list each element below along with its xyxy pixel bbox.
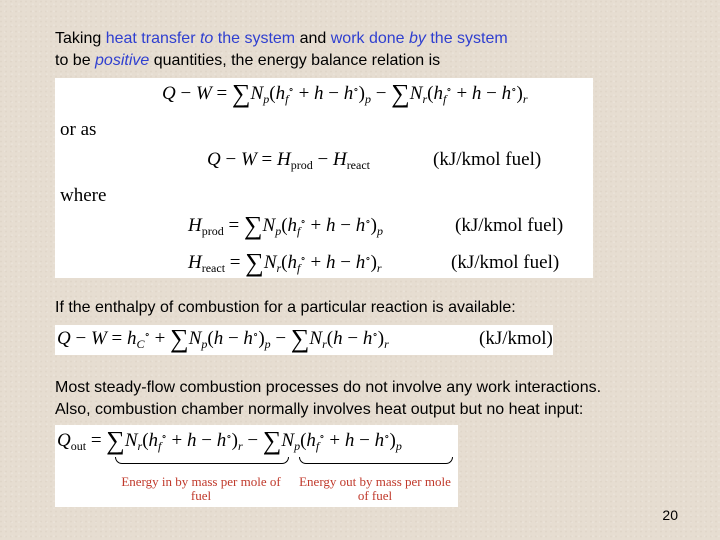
energy-balance-equations (55, 78, 593, 278)
caption-energy-in: Energy in by mass per mole of fuel (121, 474, 281, 503)
where-label: where (60, 185, 107, 206)
intro-line-2: to be positive quantities, the energy balance relation is (55, 52, 441, 69)
equation-h-prod-minus-react: $Q - W = H_{prod} - H_{react}$ (207, 149, 370, 172)
caption-energy-out: Energy out by mass per mole of fuel (299, 474, 451, 503)
unit-kj-kmol-fuel-1: (kJ/kmol fuel) (433, 149, 542, 170)
brace-energy-in (115, 457, 289, 464)
steady-flow-line-1: Most steady-flow combustion processes do not involve any work interactions. (55, 379, 602, 396)
steady-flow-line-2: Also, combustion chamber normally involves heat output but no heat input: (55, 401, 584, 418)
equation-enthalpy-of-combustion: $Q - W = h_C^\circ + \sum N_p(h - h^\circ)_p - \sum N_r(h - h^\circ)_r$ (57, 324, 389, 353)
unit-kj-kmol: (kJ/kmol) (479, 328, 553, 349)
equation-energy-balance: $Q - W = \sum N_p(h_f^\circ + h - h^\circ)_p - \sum N_r(h_f^\circ + h - h^\circ)_r$ (162, 79, 528, 108)
enthalpy-of-combustion-equation-box (55, 325, 553, 355)
equation-q-out: $Q_{out} = \sum N_r(h_f^\circ + h - h^\circ)_r - \sum N_p(h_f^\circ + h - h^\circ)_p$ (57, 426, 402, 455)
brace-energy-out (299, 457, 453, 464)
equation-h-react: $H_{react} = \sum N_r(h_f^\circ + h - h^\circ)_r$ (188, 248, 382, 277)
or-as-label: or as (60, 119, 97, 140)
equation-h-prod: $H_{prod} = \sum N_p(h_f^\circ + h - h^\circ)_p$ (188, 211, 383, 240)
intro-to: to (199, 30, 214, 47)
intro-by: by (409, 30, 426, 47)
intro-positive: positive (95, 52, 150, 69)
intro-line-1: Taking heat transfer to the system and work done by the system (55, 30, 508, 47)
intro-work-done: work done (330, 30, 409, 47)
page-number: 20 (662, 507, 678, 523)
heat-output-equation-box (55, 425, 458, 507)
unit-kj-kmol-fuel-2: (kJ/kmol fuel) (455, 215, 564, 236)
intro-heat-transfer: heat transfer (105, 30, 200, 47)
unit-kj-kmol-fuel-3: (kJ/kmol fuel) (451, 252, 560, 273)
enthalpy-sentence: If the enthalpy of combustion for a particular reaction is available: (55, 299, 516, 316)
